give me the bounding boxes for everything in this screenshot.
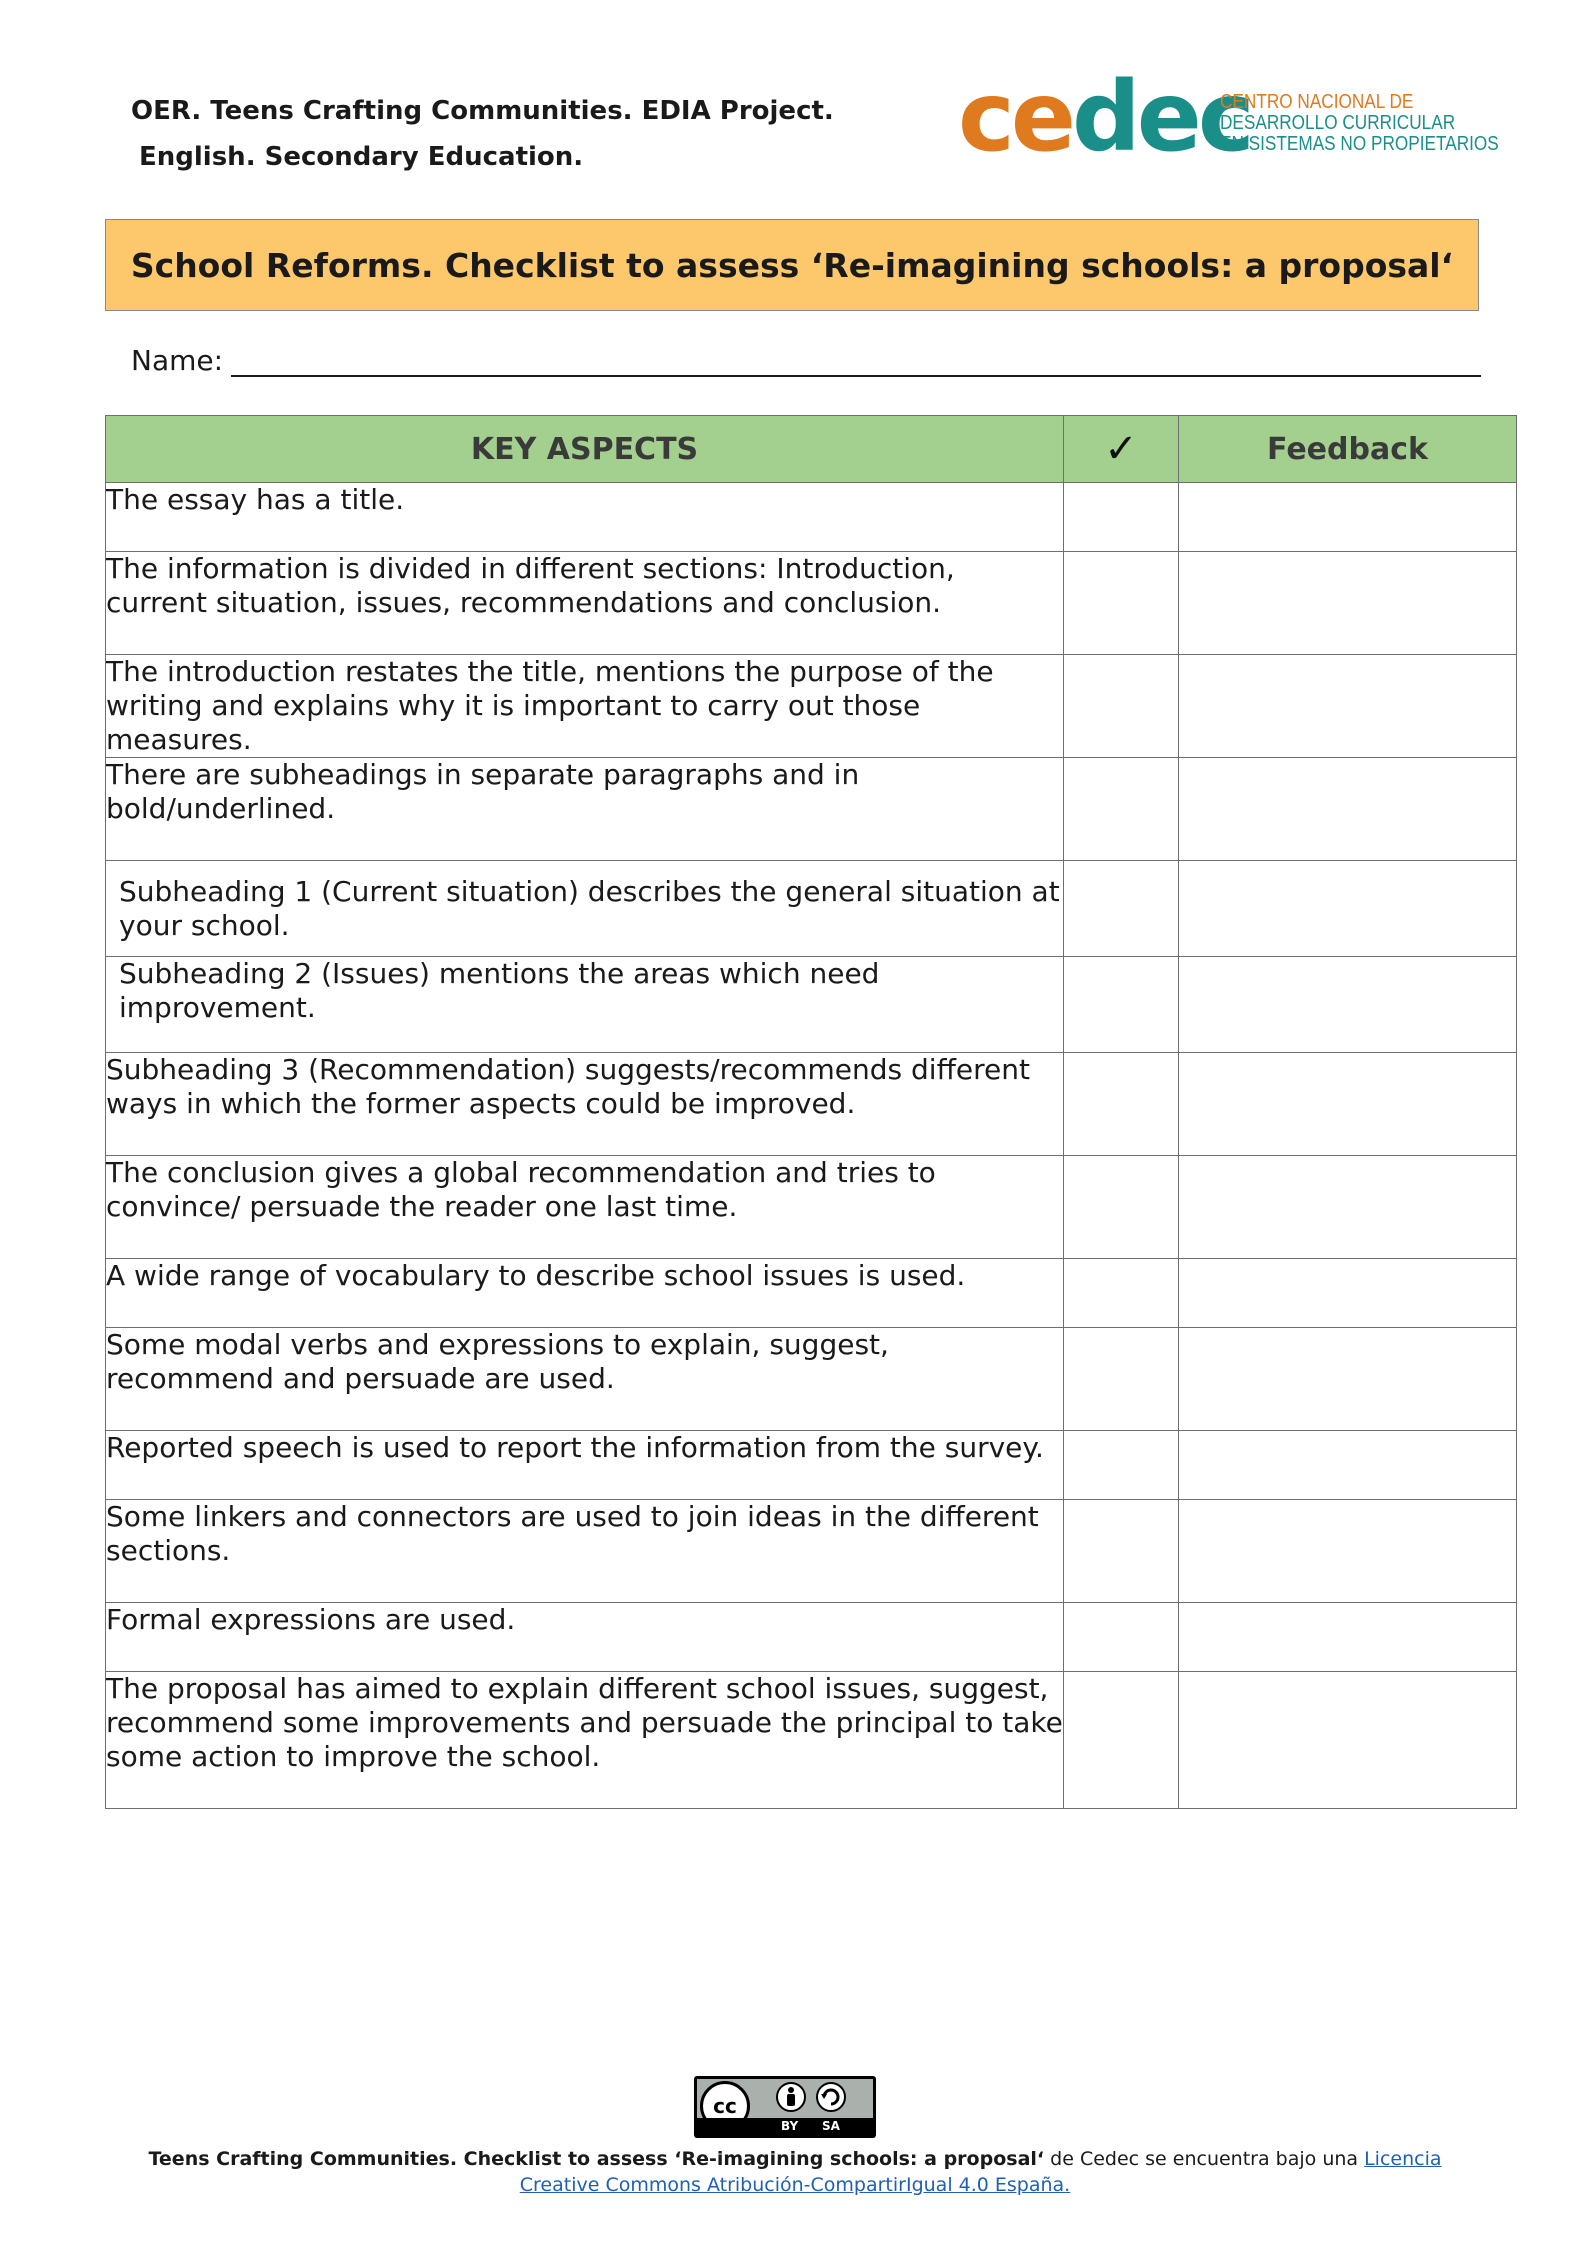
aspect-cell: Reported speech is used to report the information from the survey. (106, 1431, 1064, 1500)
table-row (106, 1603, 1517, 1672)
feedback-cell[interactable] (1179, 758, 1517, 861)
check-cell[interactable] (1064, 1431, 1179, 1500)
header-subject-line: English. Secondary Education. (139, 142, 584, 172)
name-field (131, 344, 1481, 377)
check-cell[interactable] (1064, 483, 1179, 552)
header-project-line: OER. Teens Crafting Communities. EDIA Project. (131, 96, 834, 126)
table-row (106, 552, 1517, 655)
aspect-cell: The essay has a title. (106, 483, 1064, 552)
table-row (106, 1672, 1517, 1809)
feedback-cell[interactable] (1179, 1603, 1517, 1672)
feedback-cell[interactable] (1179, 483, 1517, 552)
table-row (106, 957, 1517, 1053)
table-row (106, 1431, 1517, 1500)
aspect-cell: Subheading 3 (Recommendation) suggests/recommends different ways in which the former aspects could be improved. (106, 1053, 1064, 1156)
header-feedback: Feedback (1179, 416, 1517, 483)
aspect-cell: The conclusion gives a global recommendation and tries to convince/ persuade the reader one last time. (106, 1156, 1064, 1259)
feedback-cell[interactable] (1179, 1500, 1517, 1603)
cedec-logo-wordmark: cedec (958, 61, 1251, 173)
aspect-cell: Subheading 2 (Issues) mentions the areas which need improvement. (106, 957, 1064, 1053)
license-notice (125, 2146, 1465, 2198)
aspect-cell: Subheading 1 (Current situation) describes the general situation at your school. (106, 861, 1064, 957)
feedback-cell[interactable] (1179, 655, 1517, 758)
feedback-cell[interactable] (1179, 1431, 1517, 1500)
cc-by-sa-badge[interactable] (694, 2076, 876, 2138)
license-middle-text: de Cedec se encuentra bajo una (1044, 2148, 1365, 2170)
page-title: School Reforms. Checklist to assess ‘Re-imagining schools: a proposal‘ (105, 219, 1479, 311)
license-work-title: Teens Crafting Communities. Checklist to assess ‘Re-imagining schools: a proposal‘ (148, 2148, 1045, 2170)
table-row (106, 861, 1517, 957)
check-cell[interactable] (1064, 758, 1179, 861)
check-cell[interactable] (1064, 1500, 1179, 1603)
attribution-person-icon (776, 2082, 806, 2112)
checklist-table (105, 415, 1517, 1809)
check-cell[interactable] (1064, 1259, 1179, 1328)
badge-by-label: BY (781, 2119, 799, 2133)
aspect-cell: Some linkers and connectors are used to join ideas in the different sections. (106, 1500, 1064, 1603)
check-cell[interactable] (1064, 1156, 1179, 1259)
aspect-cell: Some modal verbs and expressions to explain, suggest, recommend and persuade are used. (106, 1328, 1064, 1431)
feedback-cell[interactable] (1179, 1053, 1517, 1156)
feedback-cell[interactable] (1179, 1328, 1517, 1431)
check-cell[interactable] (1064, 861, 1179, 957)
cedec-logo-tagline: CENTRO NACIONAL DE DESARROLLO CURRICULAR EN SISTEMAS NO PROPIETARIOS (1220, 91, 1499, 155)
feedback-cell[interactable] (1179, 1259, 1517, 1328)
header-check (1064, 416, 1179, 483)
header-key-aspects: KEY ASPECTS (106, 416, 1064, 483)
feedback-cell[interactable] (1179, 957, 1517, 1053)
check-cell[interactable] (1064, 655, 1179, 758)
name-label: Name: (131, 344, 224, 377)
check-cell[interactable] (1064, 1053, 1179, 1156)
table-row (106, 1156, 1517, 1259)
badge-sa-label: SA (822, 2119, 840, 2133)
aspect-cell: The introduction restates the title, mentions the purpose of the writing and explains why it is important to carry out those measures. (106, 655, 1064, 758)
feedback-cell[interactable] (1179, 1672, 1517, 1809)
license-link[interactable]: Licencia Creative Commons Atribución-CompartirIgual 4.0 España. (519, 2148, 1442, 2196)
feedback-cell[interactable] (1179, 1156, 1517, 1259)
aspect-cell: The proposal has aimed to explain different school issues, suggest, recommend some improvements and persuade the principal to take some action to improve the school. (106, 1672, 1064, 1809)
cc-icon: cc (700, 2081, 750, 2131)
check-cell[interactable] (1064, 957, 1179, 1053)
feedback-cell[interactable] (1179, 552, 1517, 655)
cedec-logo (958, 61, 1518, 173)
document-header (131, 88, 834, 180)
check-cell[interactable] (1064, 1328, 1179, 1431)
table-row (106, 655, 1517, 758)
table-row (106, 483, 1517, 552)
checkmark-icon: ✓ (1104, 426, 1138, 472)
table-row (106, 1053, 1517, 1156)
check-cell[interactable] (1064, 1672, 1179, 1809)
aspect-cell: A wide range of vocabulary to describe school issues is used. (106, 1259, 1064, 1328)
aspect-cell: There are subheadings in separate paragraphs and in bold/underlined. (106, 758, 1064, 861)
table-row (106, 1500, 1517, 1603)
aspect-cell: Formal expressions are used. (106, 1603, 1064, 1672)
aspect-cell: The information is divided in different sections: Introduction, current situation, issues, recommendations and conclusion. (106, 552, 1064, 655)
check-cell[interactable] (1064, 552, 1179, 655)
feedback-cell[interactable] (1179, 861, 1517, 957)
table-header-row (106, 416, 1517, 483)
table-row (106, 1328, 1517, 1431)
check-cell[interactable] (1064, 1603, 1179, 1672)
table-row (106, 1259, 1517, 1328)
share-alike-icon (816, 2082, 846, 2112)
name-blank-line[interactable] (231, 349, 1481, 377)
table-row (106, 758, 1517, 861)
